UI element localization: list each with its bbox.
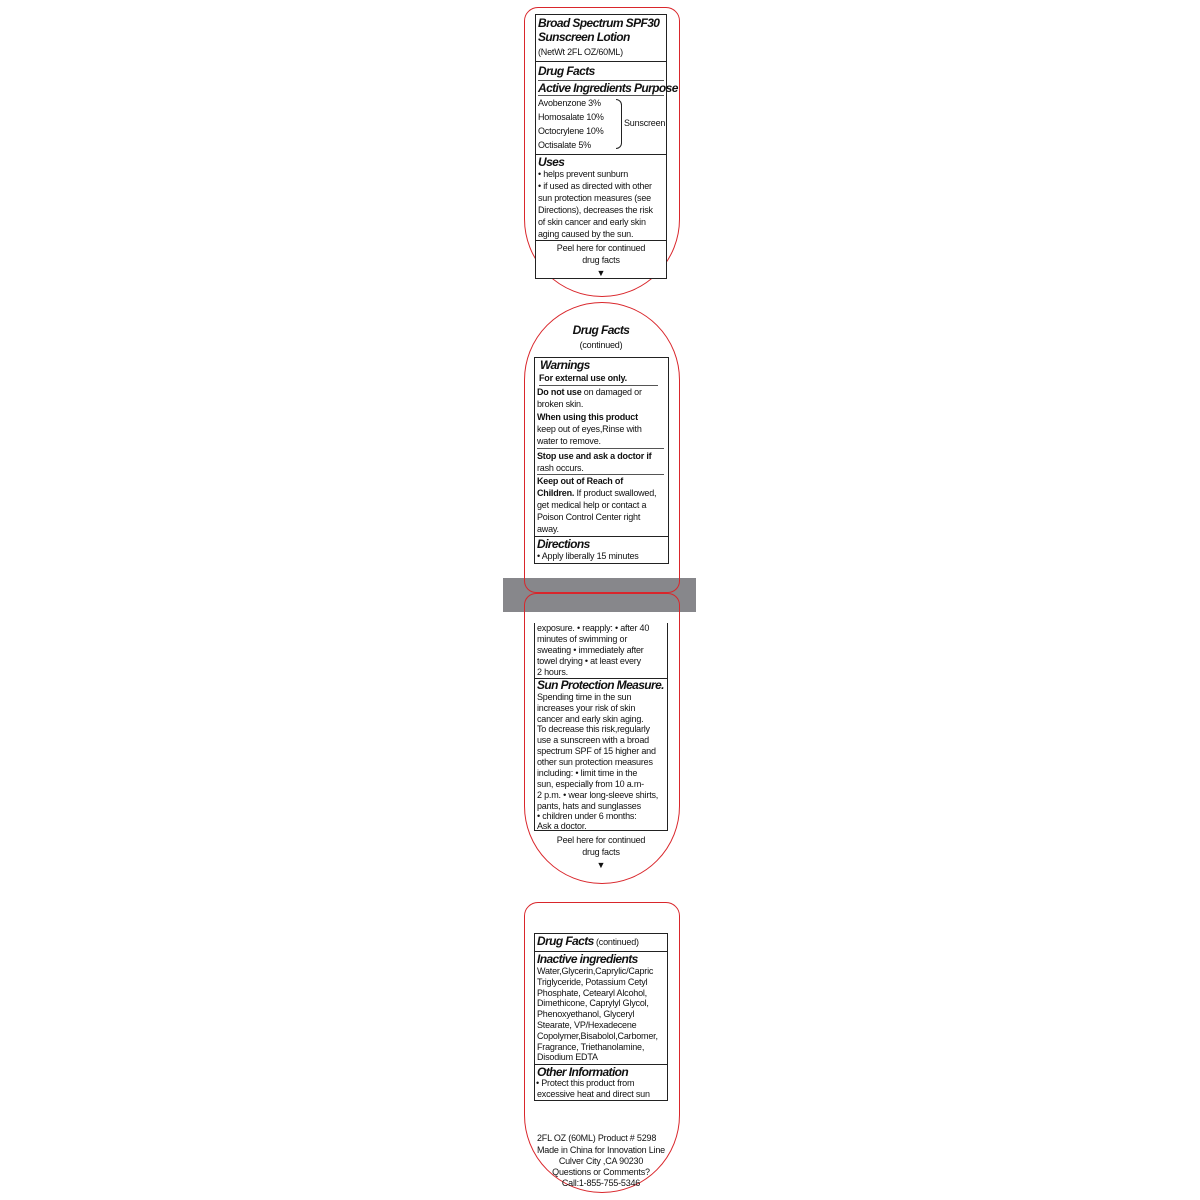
do-not-use-bold: Do not use — [537, 387, 582, 397]
other-info-line: excessive heat and direct sun — [537, 1089, 650, 1099]
uses-line: • helps prevent sunburn — [538, 169, 629, 179]
directions-heading: Directions — [537, 537, 590, 551]
sun-protection-line: other sun protection measures — [537, 757, 653, 767]
directions-cont-line: 2 hours. — [537, 667, 568, 677]
inactive-line: Fragrance, Triethanolamine, — [537, 1042, 645, 1052]
do-not-use-rest: on damaged or — [581, 387, 642, 397]
inactive-line: Water,Glycerin,Caprylic/Capric — [537, 966, 654, 976]
directions-cont-line: exposure. • reapply: • after 40 — [537, 623, 650, 633]
directions-cont-line: sweating • immediately after — [537, 645, 644, 655]
drug-facts-heading: Drug Facts — [537, 934, 594, 948]
sun-protection-line: To decrease this risk,regularly — [537, 724, 650, 734]
inactive-line: Phenoxyethanol, Glyceryl — [537, 1009, 635, 1019]
external-use-only: For external use only. — [539, 373, 627, 383]
divider — [536, 61, 666, 62]
directions-cont-line: minutes of swimming or — [537, 634, 628, 644]
active-ingredients-header: Active Ingredients Purpose — [538, 81, 678, 95]
sun-protection-line: increases your risk of skin — [537, 703, 636, 713]
do-not-use-line2: broken skin. — [537, 399, 584, 409]
sun-protection-line: cancer and early skin aging. — [537, 714, 644, 724]
keep-out-children-bold: Children. — [537, 488, 575, 498]
keep-out-line2 — [537, 488, 656, 499]
ingredient-avobenzone: Avobenzone 3% — [538, 98, 601, 108]
stop-use-heading: Stop use and ask a doctor if — [537, 451, 652, 461]
city-text: Culver City ,CA 90230 — [558, 1156, 644, 1166]
arrow-down-icon: ▼ — [596, 268, 606, 278]
drug-facts-continued-title: Drug Facts — [572, 323, 630, 337]
when-using-line: water to remove. — [537, 436, 601, 446]
product-title-line1: Broad Spectrum SPF30 — [538, 16, 660, 30]
inactive-line: Dimethicone, Caprylyl Glycol, — [537, 998, 649, 1008]
inactive-line: Copolymer,Bisabolol,Carbomer, — [537, 1031, 658, 1041]
divider — [537, 448, 664, 449]
sun-protection-heading: Sun Protection Measure. — [537, 678, 664, 692]
sun-protection-line: Spending time in the sun — [537, 692, 632, 702]
keep-out-line: get medical help or contact a — [537, 500, 647, 510]
panel3-outline-top — [524, 593, 680, 623]
other-information-heading: Other Information — [537, 1065, 629, 1079]
directions-cont-line: towel drying • at least every — [537, 656, 641, 666]
inactive-line: Disodium EDTA — [537, 1052, 598, 1062]
ingredient-brace — [616, 99, 622, 149]
do-not-use-text — [537, 387, 642, 398]
panel3-facts-box — [534, 623, 668, 831]
keep-out-line2-rest: If product swallowed, — [574, 488, 657, 498]
when-using-line: keep out of eyes,Rinse with — [537, 424, 642, 434]
inactive-line: Stearate, VP/Hexadecene — [537, 1020, 637, 1030]
made-in-text: Made in China for Innovation Line — [537, 1145, 665, 1155]
sun-protection-line: use a sunscreen with a broad — [537, 735, 649, 745]
panel2-warnings-box — [534, 357, 669, 564]
uses-heading: Uses — [538, 155, 565, 169]
peel-here-text-line2[interactable]: drug facts — [582, 847, 620, 857]
divider — [537, 474, 664, 475]
divider — [536, 240, 666, 241]
peel-here-text[interactable]: Peel here for continued — [556, 243, 646, 253]
uses-line: of skin cancer and early skin — [538, 217, 646, 227]
when-using-heading: When using this product — [537, 412, 638, 422]
sun-protection-line: spectrum SPF of 15 higher and — [537, 746, 656, 756]
directions-line: • Apply liberally 15 minutes — [537, 551, 639, 561]
uses-line: • if used as directed with other — [538, 181, 652, 191]
net-weight: (NetWt 2FL OZ/60ML) — [538, 47, 623, 57]
panel1-facts-box — [535, 14, 678, 279]
stop-use-line2: rash occurs. — [537, 463, 584, 473]
ingredient-homosalate: Homosalate 10% — [538, 112, 604, 122]
questions-text-visible: Questions or Comments? — [552, 1167, 650, 1177]
divider — [539, 385, 658, 386]
purpose-sunscreen: Sunscreen — [624, 118, 666, 128]
warnings-heading: Warnings — [540, 358, 590, 372]
other-info-line: • Protect this product from — [536, 1078, 635, 1088]
peel-here-text-line2[interactable]: drug facts — [582, 255, 620, 265]
uses-line: Directions), decreases the risk — [538, 205, 653, 215]
ingredient-octocrylene: Octocrylene 10% — [538, 126, 604, 136]
sun-protection-line: including: • limit time in the — [537, 768, 638, 778]
product-title-line2: Sunscreen Lotion — [538, 30, 630, 44]
uses-line: aging caused by the sun. — [538, 229, 634, 239]
panel2-outline-bottom — [524, 560, 680, 593]
sun-protection-line: • children under 6 months: — [537, 811, 637, 821]
continued-label: (continued) — [579, 340, 623, 350]
keep-out-line: Poison Control Center right — [537, 512, 641, 522]
ingredient-octisalate: Octisalate 5% — [538, 140, 591, 150]
sun-protection-line: Ask a doctor. — [537, 821, 587, 831]
keep-out-line: away. — [537, 524, 559, 534]
size-product-number: 2FL OZ (60ML) Product # 5298 — [537, 1133, 657, 1143]
inactive-ingredients-heading: Inactive ingredients — [537, 952, 638, 966]
divider — [538, 95, 664, 96]
sun-protection-line: pants, hats and sunglasses — [537, 801, 641, 811]
continued-label: (continued) — [593, 937, 639, 947]
inactive-line: Phosphate, Cetearyl Alcohol, — [537, 988, 647, 998]
keep-out-heading: Keep out of Reach of — [537, 476, 624, 486]
drug-facts-continued-heading — [537, 935, 639, 948]
peel-here-text[interactable]: Peel here for continued — [556, 835, 646, 845]
sun-protection-line: 2 p.m. • wear long-sleeve shirts, — [537, 790, 659, 800]
panel4-facts-box — [534, 933, 668, 1101]
phone-text[interactable]: Call:1-855-755-5346 — [561, 1178, 641, 1188]
drug-facts-heading: Drug Facts — [538, 64, 595, 78]
uses-line: sun protection measures (see — [538, 193, 651, 203]
sun-protection-line: sun, especially from 10 a.m- — [537, 779, 644, 789]
inactive-line: Triglyceride, Potassium Cetyl — [537, 977, 648, 987]
arrow-down-icon: ▼ — [596, 860, 606, 870]
